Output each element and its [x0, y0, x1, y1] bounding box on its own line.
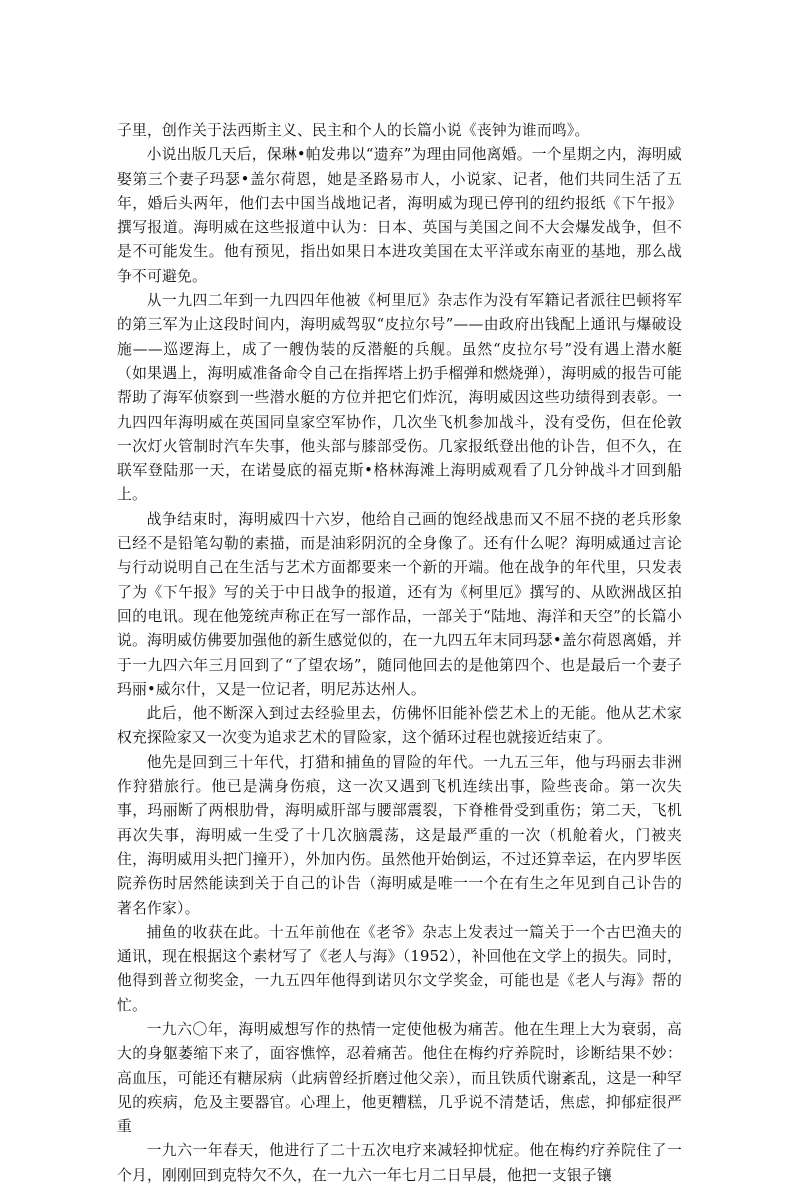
- paragraph-continuation: 子里，创作关于法西斯主义、民主和个人的长篇小说《丧钟为谁而鸣》。: [117, 122, 590, 139]
- paragraph-illness: 一九六〇年，海明威想写作的热情一定使他极为痛苦。他在生理上大为衰弱，高大的身躯萎缩下来了，面容憔悴，忍着痛苦。他住在梅约疗养院时，诊断结果不妙：高血压，可能还有糖尿病（此病曾经折磨过他父亲），而且铁质代谢紊乱，这是一种罕见的疾病，危及主要器官。心理上，他更糟糕，几乎说不清楚话，焦虑，抑郁症很严重: [117, 1020, 682, 1136]
- paragraph-wartime-patrol: 从一九四二年到一九四四年他被《柯里厄》杂志作为没有军籍记者派往巴顿将军的第三军为止这段时间内，海明威驾驭“皮拉尔号”——由政府出钱配上通讯与爆破设施——巡逻海上，成了一艘伪装的反潜艇的兵舰。虽然“皮拉尔号”没有遇上潜水艇（如果遇上，海明威准备命令自己在指挥塔上扔手榴弹和燃烧弹），海明威的报告可能帮助了海军侦察到一些潜水艇的方位并把它们炸沉，海明威因这些功绩得到表彰。一九四四年海明威在英国同皇家空军协作，几次坐飞机参加战斗，没有受伤，但在伦敦一次灯火管制时汽车失事，他头部与膝部受伤。几家报纸登出他的讣告，但不久，在联军登陆那一天，在诺曼底的福克斯•格林海滩上海明威观看了几分钟战斗才回到船上。: [117, 292, 682, 504]
- paragraph-war-end: 战争结束时，海明威四十六岁，他给自己画的饱经战患而又不屈不挠的老兵形象已经不是铅笔勾勒的素描，而是油彩阴沉的全身像了。还有什么呢？海明威通过言论与行动说明自己在生活与艺术方面都要来一个新的开端。他在战争的年代里，只发表了为《下午报》写的关于中日战争的报道，还有为《柯里厄》撰写的、从欧洲战区拍回的电讯。现在他笼统声称正在写一部作品，一部关于“陆地、海洋和天空”的长篇小说。海明威仿佛要加强他的新生感觉似的，在一九四五年末同玛瑟•盖尔荷恩离婚，并于一九四六年三月回到了“了望农场”，随同他回去的是他第四个、也是最后一个妻子玛丽•威尔什，又是一位记者，明尼苏达州人。: [117, 510, 682, 698]
- paragraph-final: 一九六一年春天，他进行了二十五次电疗来减轻抑忧症。他在梅约疗养院住了一个月，刚刚回到克特欠不久，在一九六一年七月二日早晨，他把一支银子镶: [117, 1142, 682, 1184]
- body-text: [117, 119, 682, 1188]
- paragraph-divorce-marriage: 小说出版几天后，保琳•帕发弗以“遗弃”为理由同他离婚。一个星期之内，海明威娶第三个妻子玛瑟•盖尔荷恩，她是圣路易市人，小说家、记者，他们共同生活了五年，婚后头两年，他们去中国当战地记者，海明威为现已停刊的纽约报纸《下午报》撰写报道。海明威在这些报道中认为：日本、英国与美国之间不大会爆发战争，但不是不可能发生。他有预见，指出如果日本进攻美国在太平洋或东南亚的基地，那么战争不可避免。: [117, 146, 682, 285]
- paragraph-nostalgia: 此后，他不断深入到过去经验里去，仿佛怀旧能补偿艺术上的无能。他从艺术家权充探险家又一次变为追求艺术的冒险家，这个循环过程也就接近结束了。: [117, 705, 682, 747]
- paragraph-old-man-and-sea: 捕鱼的收获在此。十五年前他在《老爷》杂志上发表过一篇关于一个古巴渔夫的通讯，现在根据这个素材写了《老人与海》（1952），补回他在文学上的损失。同时，他得到普立彻奖金，一九五四年他得到诺贝尔文学奖金，可能也是《老人与海》帮的忙。: [117, 923, 682, 1014]
- paragraph-africa-safari: 他先是回到三十年代，打猎和捕鱼的冒险的年代。一九五三年，他与玛丽去非洲作狩猎旅行。他已是满身伤痕，这一次又遇到飞机连续出事，险些丧命。第一次失事，玛丽断了两根肋骨，海明威肝部与腰部震裂，下脊椎骨受到重伤；第二天，飞机再次失事，海明威一生受了十几次脑震荡，这是最严重的一次（机舱着火，门被夹住，海明威用头把门撞开），外加内伤。虽然他开始倒运，不过还算幸运，在内罗毕医院养伤时居然能读到关于自己的讣告（海明威是唯一一个在有生之年见到自己讣告的著名作家）。: [117, 753, 682, 917]
